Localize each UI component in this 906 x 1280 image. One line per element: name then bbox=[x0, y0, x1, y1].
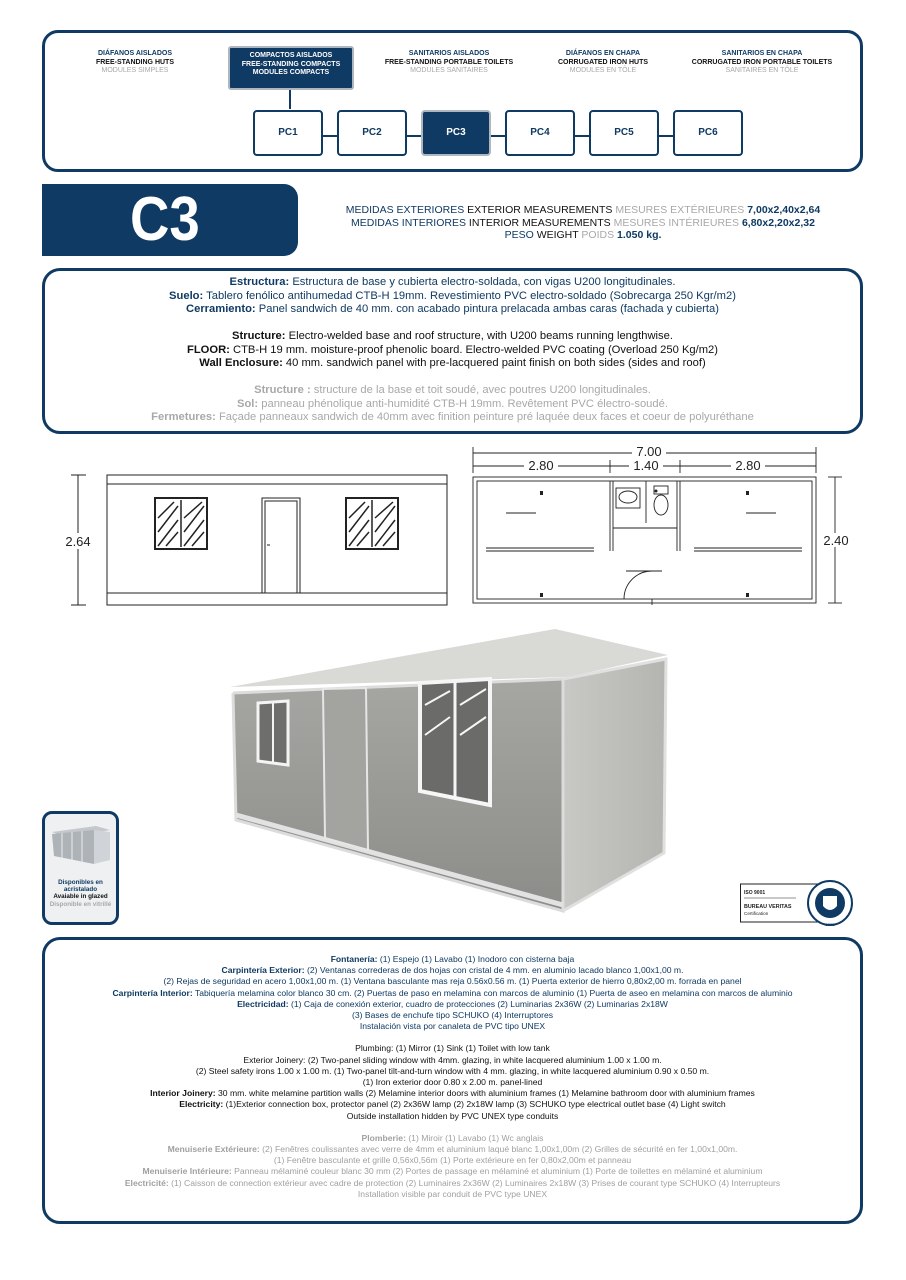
label-es: PESO bbox=[504, 229, 534, 241]
specifications-box bbox=[42, 937, 863, 1224]
category-label-en: FREE-STANDING PORTABLE TOILETS bbox=[384, 58, 514, 66]
svg-text:ISO 9001: ISO 9001 bbox=[744, 890, 766, 896]
desc-line: Suelo: Tablero fenólico antihumedad CTB-H 19mm. Revestimiento PVC electro-soldado (Sobrecarga 250 Kgr/m2) bbox=[169, 289, 736, 302]
category-label: COMPACTOS AISLADOS bbox=[249, 52, 333, 59]
label-en: INTERIOR MEASUREMENTS bbox=[468, 216, 611, 229]
model-button-pc5[interactable]: PC5 bbox=[589, 110, 659, 156]
spec-line: Electricity: (1)Exterior connection box, protector panel (2) 2x36W lamp (2) 2x18W lamp (3) SCHUKO type electrical outlet base (4) Light switch bbox=[179, 1099, 726, 1110]
category-sanitarios-aislados[interactable] bbox=[369, 50, 529, 76]
specs-en bbox=[45, 1043, 860, 1121]
model-button-pc6[interactable]: PC6 bbox=[673, 110, 743, 156]
height-dimension: 2.64 bbox=[65, 534, 91, 549]
spec-line: Menuiserie Intérieure: Panneau mélaminé couleur blanc 30 mm (2) Portes de passage en mélaminé et aluminium (1) Porte de toilettes en mélaminé et aluminium bbox=[142, 1166, 763, 1177]
label-fr: MESURES INTÉRIEURES bbox=[613, 216, 740, 229]
desc-line: Cerramiento: Panel sandwich de 40 mm. con acabado pintura prelacada ambas caras (fachada y cubierta) bbox=[186, 303, 719, 315]
bureau-veritas-certification-logo bbox=[740, 876, 854, 928]
category-label-en: CORRUGATED IRON HUTS bbox=[557, 58, 649, 66]
spec-line: Instalación vista por canaleta de PVC tipo UNEX bbox=[359, 1021, 546, 1032]
category-sanitarios-chapa[interactable] bbox=[677, 50, 847, 76]
specs-es bbox=[45, 954, 860, 1032]
category-label-fr: MODULES SANITAIRES bbox=[410, 67, 488, 74]
description-box bbox=[42, 268, 863, 434]
total-length-dimension: 7.00 bbox=[636, 444, 662, 459]
svg-text:Certification: Certification bbox=[744, 911, 769, 916]
glazed-fr: Disponible en vitrillé bbox=[49, 900, 112, 908]
spec-line: Carpintería Exterior: (2) Ventanas correderas de dos hojas con cristal de 4 mm. en aluminio lacado blanco 1,00x1,00 m. bbox=[221, 965, 684, 976]
label-fr: POIDS bbox=[581, 229, 615, 241]
model-button-pc3[interactable]: PC3 bbox=[421, 110, 491, 156]
spec-line: (1) Iron exterior door 0.80 x 2.00 m. panel-lined bbox=[362, 1077, 543, 1088]
model-button-pc1[interactable]: PC1 bbox=[253, 110, 323, 156]
category-compactos-aislados[interactable] bbox=[228, 46, 354, 90]
spec-line: (2) Rejas de seguridad en acero 1,00x1,00 m. (1) Ventana basculante mas reja 0.56x0.56 m. (1) Puerta exterior de hierro 0,80x2,00 m. forrada en panel bbox=[163, 976, 742, 987]
weight-value: 1.050 kg. bbox=[617, 229, 662, 241]
exterior-measurements bbox=[300, 204, 866, 217]
glazed-module-thumbnail bbox=[48, 820, 114, 870]
spec-line: (2) Steel safety irons 1.00 x 1.00 m. (1) Two-panel tilt-and-turn window with 4 mm. glazing, in white lacquered aluminium 0.90 x 0.50 m. bbox=[195, 1065, 710, 1076]
spec-line: Menuiserie Extérieure: (2) Fenêtres coulissantes avec verre de 4mm et aluminium laqué blanc 1,00x1,00m (2) Grilles de sécurité en fer 1,00x1,00m. bbox=[167, 1144, 738, 1155]
model-title: C3 bbox=[130, 185, 200, 254]
front-elevation-drawing bbox=[56, 470, 456, 610]
specs-fr bbox=[45, 1133, 860, 1200]
window-left bbox=[155, 498, 207, 549]
category-label: DIÁFANOS EN CHAPA bbox=[565, 50, 641, 57]
model-button-pc2[interactable]: PC2 bbox=[337, 110, 407, 156]
category-label-en: FREE-STANDING COMPACTS bbox=[241, 60, 341, 68]
desc-line: Fermetures: Façade panneaux sandwich de 40mm avec finition peinture pré laquée deux faces et coeur de polyuréthane bbox=[151, 411, 754, 423]
svg-text:BUREAU VERITAS: BUREAU VERITAS bbox=[744, 904, 792, 910]
spec-line: Electricité: (1) Caisson de connection extérieur avec cadre de protection (2) Luminaires 2x36W (2) Luminaires 2x18W (3) Prises de courant type SCHUKO (4) Interrupteurs bbox=[124, 1177, 781, 1188]
spec-line: Interior Joinery: 30 mm. white melamine partition walls (2) Melamine interior doors with aluminium frames (1) Melamine bathroom door with aluminium frames bbox=[150, 1088, 755, 1099]
glazed-en: Avaiable in glazed bbox=[53, 893, 108, 901]
category-label-en: CORRUGATED IRON PORTABLE TOILETS bbox=[691, 58, 833, 66]
category-diafanos-chapa[interactable] bbox=[523, 50, 683, 76]
glazed-availability-badge bbox=[42, 811, 119, 925]
exterior-value: 7,00x2,40x2,64 bbox=[747, 204, 821, 216]
spec-line: Carpintería Interior: Tabiquería melamina color blanco 30 cm. (2) Puertas de paso en melamina con marcos de aluminio (1) Puerta de aseo en melamina con marcos de aluminio bbox=[112, 987, 793, 998]
svg-text:1828: 1828 bbox=[825, 922, 835, 927]
category-label-fr: MODULES EN TÔLE bbox=[569, 67, 637, 74]
spec-line: Plomberie: (1) Miroir (1) Lavabo (1) Wc anglais bbox=[361, 1132, 544, 1143]
floor-plan-drawing bbox=[466, 443, 866, 605]
desc-line: FLOOR: CTB-H 19 mm. moisture-proof phenolic board. Electro-welded PVC coating (Overload 250 Kg/m2) bbox=[187, 343, 718, 356]
spec-line: Fontanería: (1) Espejo (1) Lavabo (1) Inodoro con cisterna baja bbox=[330, 954, 575, 964]
desc-line: Sol: panneau phénolique anti-humidité CTB-H 19mm. Revêtement PVC électro-soudé. bbox=[237, 397, 668, 410]
left-room-dimension: 2.80 bbox=[528, 458, 554, 473]
desc-line: Wall Enclosure: 40 mm. sandwich panel with pre-lacquered paint finish on both sides (sides and roof) bbox=[199, 357, 706, 369]
label-en: WEIGHT bbox=[536, 229, 579, 241]
interior-measurements bbox=[300, 217, 866, 230]
spec-line: Electricidad: (1) Caja de conexión exterior, cuadro de protecciones (2) Luminarias 2x36W (2) Luminarias 2x18W bbox=[237, 998, 668, 1009]
spec-line: Plumbing: (1) Mirror (1) Sink (1) Toilet with low tank bbox=[355, 1043, 550, 1054]
spec-line: (1) Fenêtre basculante et grille 0,56x0,56m (1) Porte extérieure en fer 0,80x2,00m et panneau bbox=[273, 1155, 632, 1166]
width-dimension: 2.40 bbox=[823, 533, 849, 548]
category-diafanos-aislados[interactable] bbox=[55, 50, 215, 76]
category-label: SANITARIOS EN CHAPA bbox=[721, 50, 803, 57]
category-label-fr: SANITAIRES EN TÔLE bbox=[725, 67, 799, 74]
spec-line: Outside installation hidden by PVC UNEX type conduits bbox=[346, 1110, 559, 1121]
spec-line: Exterior Joinery: (2) Two-panel sliding window with 4mm. glazing, in white lacquered aluminium 1.00 x 1.00 m. bbox=[243, 1054, 662, 1065]
desc-line: Estructura: Estructura de base y cubierta electro-soldada, con vigas U200 longitudinales. bbox=[229, 276, 676, 288]
weight bbox=[300, 229, 866, 242]
module-photo bbox=[228, 625, 670, 917]
model-button-pc4[interactable]: PC4 bbox=[505, 110, 575, 156]
label-fr: MESURES EXTÉRIEURES bbox=[615, 204, 745, 216]
label-en: EXTERIOR MEASUREMENTS bbox=[467, 204, 613, 216]
label-es: MEDIDAS EXTERIORES bbox=[345, 204, 465, 216]
desc-line: Structure : structure de la base et toit soudé, avec poutres U200 longitudinales. bbox=[254, 384, 651, 396]
category-label-en: FREE-STANDING HUTS bbox=[95, 58, 175, 66]
bath-dimension: 1.40 bbox=[633, 458, 659, 473]
model-title-block bbox=[42, 184, 298, 256]
category-label: SANITARIOS AISLADOS bbox=[408, 50, 490, 57]
spec-line: (3) Bases de enchufe tipo SCHUKO (4) Interruptores bbox=[351, 1010, 554, 1021]
interior-value: 6,80x2,20x2,32 bbox=[741, 216, 815, 229]
desc-line: Structure: Electro-welded base and roof structure, with U200 beams running lengthwise. bbox=[232, 330, 673, 342]
glazed-es: Disponibles en acristalado bbox=[58, 879, 103, 894]
category-label-fr: MODULES SIMPLES bbox=[101, 67, 169, 74]
spec-line: Installation visible par conduit de PVC type UNEX bbox=[357, 1188, 548, 1199]
category-label: DIÁFANOS AISLADOS bbox=[97, 50, 173, 57]
measurements bbox=[300, 204, 866, 242]
model-navigation bbox=[42, 30, 863, 172]
label-es: MEDIDAS INTERIORES bbox=[351, 216, 466, 229]
category-label-fr: MODULES COMPACTS bbox=[252, 69, 330, 76]
window-right bbox=[346, 498, 398, 549]
connector-line bbox=[289, 90, 291, 109]
right-room-dimension: 2.80 bbox=[735, 458, 761, 473]
